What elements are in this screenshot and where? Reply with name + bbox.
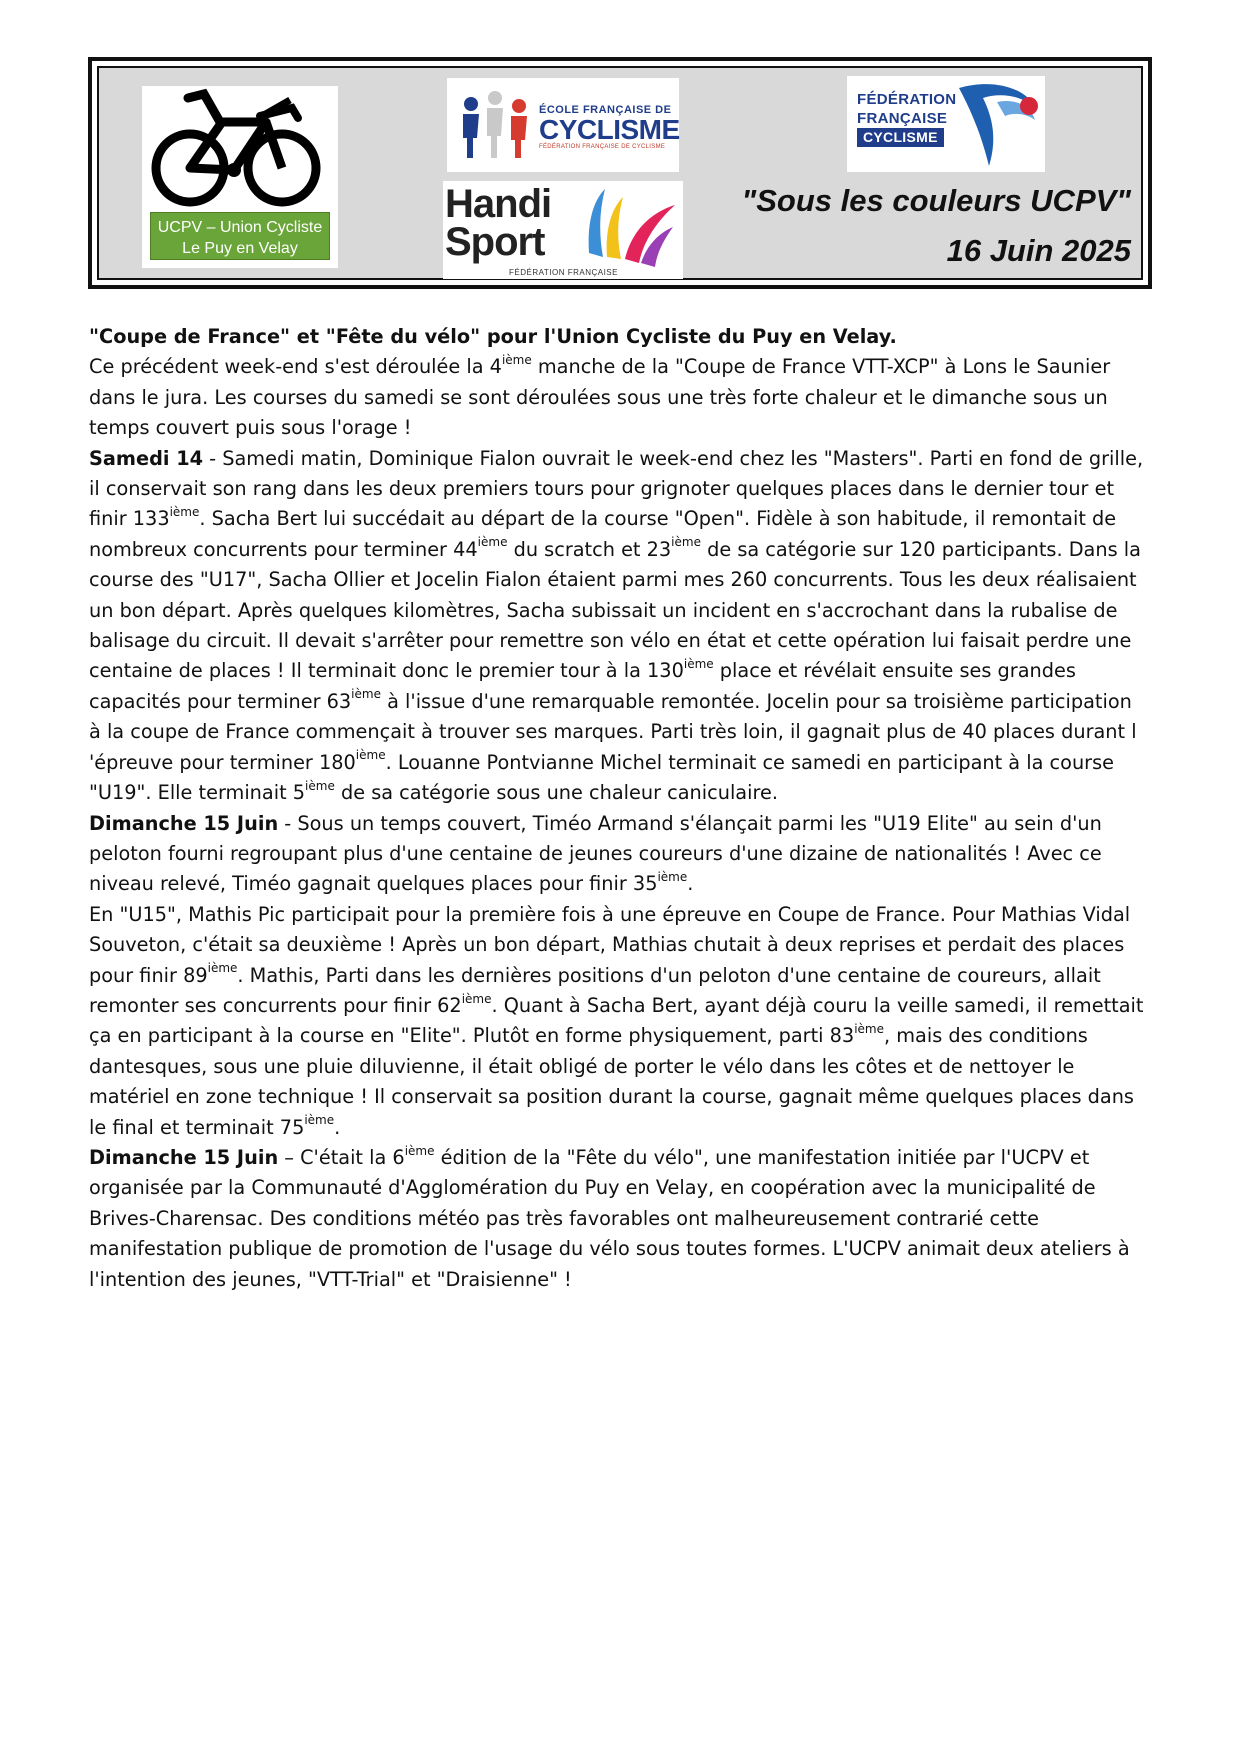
header-title: "Sous les couleurs UCPV" — [741, 183, 1131, 218]
ecole-cyclisme-logo — [447, 78, 679, 172]
header-title-block — [742, 176, 1131, 276]
paragraph-intro: Ce précédent week-end s'est déroulée la 4ième manche de la "Coupe de France VTT-XCP" à Lons le Saunier dans le jura. Les courses du samedi se sont déroulées sous une très forte chaleur et le dimanche sous un temps couvert puis sous l'orage ! — [89, 352, 1111, 440]
article — [89, 322, 1149, 1295]
ecole-logo-line1: ÉCOLE FRANÇAISE DE — [539, 104, 672, 116]
handisport-logo — [443, 181, 683, 279]
ffc-logo-line1: FÉDÉRATION — [857, 91, 957, 108]
paragraph-samedi: Samedi 14 - Samedi matin, Dominique Fialon ouvrait le week-end chez les "Masters". Parti en fond de grille, il conservait son rang dans les deux premiers tours pour grignoter quelques places dans le dernier tour et finir 133ième. Sacha Bert lui succédait au départ de la course "Open". Fidèle à son habitude, il remontait de nombreux concurrents pour terminer 44ième du scratch et 23ième de sa catégorie sur 120 participants. Dans la course des "U17", Sacha Ollier et Jocelin Fialon étaient parmi mes 260 concurrents. Tous les deux réalisaient un bon départ. Après quelques kilomètres, Sacha subissait un incident en s'accrochant dans la rubalise de balisage du circuit. Il devait s'arrêter pour remettre son vélo en état et cette opération lui faisait perdre une centaine de places ! Il terminait donc le premier tour à la 130ième place et révélait ensuite ses grandes capacités pour terminer 63ième à l'issue d'une remarquable remontée. Jocelin pour sa troisième participation à la coupe de France commençait à trouver ses marques. Parti très loin, il gagnait plus de 40 places durant l 'épreuve pour terminer 180ième. Louanne Pontvianne Michel terminait ce samedi en participant à la course "U19". Elle terminait 5ième de sa catégorie sous une chaleur caniculaire. — [89, 446, 1144, 805]
ecole-logo-line2: CYCLISME — [539, 114, 680, 145]
dimanche-lead: Dimanche 15 Juin — [89, 811, 279, 835]
paragraph-dimanche-coupe: Dimanche 15 Juin - Sous un temps couvert, Timéo Armand s'élançait parmi les "U19 Elite" au sein d'un peloton fourni regroupant plus d'une centaine de jeunes coureurs d'une dizaine de nationalités ! Avec ce niveau relevé, Timéo gagnait quelques places pour finir 35ième. — [89, 811, 1102, 896]
paragraph-u15: En "U15", Mathis Pic participait pour la première fois à une épreuve en Coupe de France. Pour Mathias Vidal Souveton, c'était sa deuxième ! Après un bon départ, Mathias chutait à deux reprises et perdait des places pour finir 89ième. Mathis, Parti dans les dernières positions d'un peloton d'une centaine de coureurs, allait remonter ses concurrents pour finir 62ième. Quant à Sacha Bert, ayant déjà couru la veille samedi, il remettait ça en participant à la course en "Elite". Plutôt en forme physiquement, parti 83ième, mais des conditions dantesques, sous une pluie diluvienne, il était obligé de porter le vélo dans les côtes et de nettoyer le matériel en zone technique ! Il conservait sa position durant la course, gagnait même quelques places dans le final et terminait 75ième. — [89, 902, 1144, 1139]
header-frame — [88, 57, 1152, 289]
handisport-logo-line1: Handi — [445, 182, 552, 226]
ffc-logo-text — [857, 90, 956, 147]
article-headline: "Coupe de France" et "Fête du vélo" pour l'Union Cycliste du Puy en Velay. — [89, 325, 897, 348]
ecole-logo-text — [539, 104, 680, 150]
ucpv-logo-line2: Le Puy en Velay — [182, 240, 298, 257]
ecole-logo-line3: FÉDÉRATION FRANÇAISE DE CYCLISME — [539, 144, 666, 150]
ffc-logo-line2: FRANÇAISE — [857, 110, 948, 127]
ucpv-logo — [142, 86, 338, 268]
header-banner — [97, 66, 1143, 280]
bicycle-icon — [142, 86, 338, 216]
ucpv-logo-band — [150, 212, 330, 260]
ffc-logo — [847, 76, 1045, 172]
children-figures-icon — [453, 86, 539, 166]
paragraph-fete-du-velo: Dimanche 15 Juin – C'était la 6ième édition de la "Fête du vélo", une manifestation initiée par l'UCPV et organisée par la Communauté d'Agglomération du Puy en Velay, en coopération avec la municipalité de Brives-Charensac. Des conditions météo pas très favorables ont malheureusement contrarié cette manifestation publique de promotion de l'usage du vélo sous toutes formes. L'UCPV animait deux ateliers à l'intention des jeunes, "VTT-Trial" et "Draisienne" ! — [89, 1143, 1130, 1291]
fete-lead: Dimanche 15 Juin — [89, 1145, 279, 1169]
header-date: 16 Juin 2025 — [946, 233, 1131, 268]
ffc-logo-line3: CYCLISME — [857, 128, 944, 147]
ffc-swoosh-icon — [953, 78, 1043, 170]
handisport-logo-text — [445, 182, 552, 264]
handisport-logo-sub: FÉDÉRATION FRANÇAISE — [509, 268, 618, 277]
samedi-lead: Samedi 14 — [89, 446, 204, 470]
handisport-logo-line2: Sport — [445, 220, 545, 264]
handisport-swoosh-icon — [579, 183, 679, 273]
ucpv-logo-line1: UCPV – Union Cycliste — [157, 219, 323, 236]
